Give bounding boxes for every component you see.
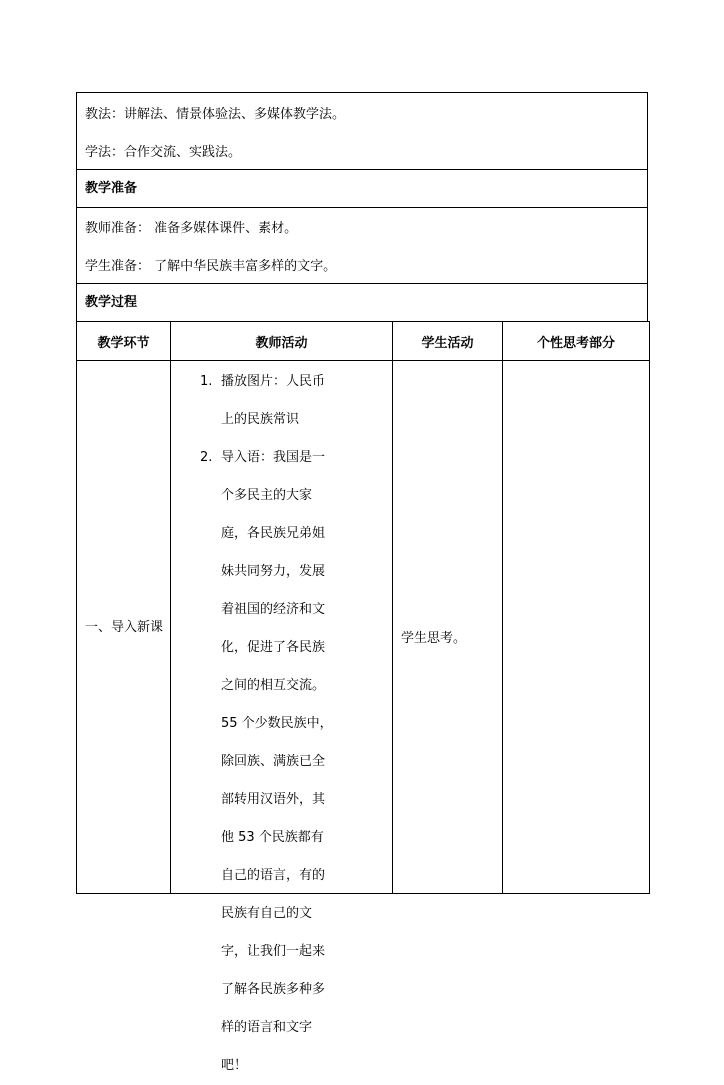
methods-section [76, 92, 648, 169]
list-item-text: 导入语：我国是一个多民主的大家庭，各民族兄弟姐妹共同努力，发展着祖国的经济和文化，促进了各民族之间的相互交流。55 个少数民族中，除回族、满族已全部转用汉语外，其他 53 个民族都有自己的语言，有的民族有自己的文字，让我们一起来了解各民族多种多样的语言和文字吧！ [221, 450, 333, 1073]
column-header-stage: 教学环节 [77, 322, 171, 361]
teacher-activity-list [171, 363, 333, 1085]
column-header-teacher-activity: 教师活动 [171, 322, 393, 361]
process-table [76, 321, 650, 1073]
process-heading-section [76, 283, 648, 321]
table-header-row [77, 322, 650, 361]
column-header-reflection: 个性思考部分 [503, 322, 650, 361]
student-preparation-text: 学生准备： 了解中华民族丰富多样的文字。 [85, 259, 337, 274]
stage-cell [77, 361, 171, 894]
preparation-heading-section [76, 169, 648, 207]
reflection-cell[interactable] [503, 361, 650, 894]
process-heading: 教学过程 [85, 295, 138, 310]
list-item-text: 播放图片：人民币上的民族常识 [221, 374, 326, 427]
preparation-heading: 教学准备 [85, 181, 138, 196]
teacher-activity-cell [171, 361, 393, 1073]
list-item-number: 2. [200, 450, 213, 465]
learning-method-text: 学法：合作交流、实践法。 [85, 145, 242, 160]
column-header-student-activity: 学生活动 [393, 322, 503, 361]
teacher-preparation-text: 教师准备： 准备多媒体课件、素材。 [85, 221, 298, 236]
list-item [171, 363, 333, 439]
student-activity-cell [393, 361, 503, 894]
student-activity-text: 学生思考。 [401, 631, 467, 646]
table-row [77, 361, 650, 894]
stage-text: 一、导入新课 [85, 620, 164, 635]
list-item [171, 439, 333, 1085]
list-item-number: 1. [200, 374, 213, 389]
preparation-section [76, 207, 648, 283]
teaching-method-text: 教法：讲解法、情景体验法、多媒体教学法。 [85, 107, 346, 122]
